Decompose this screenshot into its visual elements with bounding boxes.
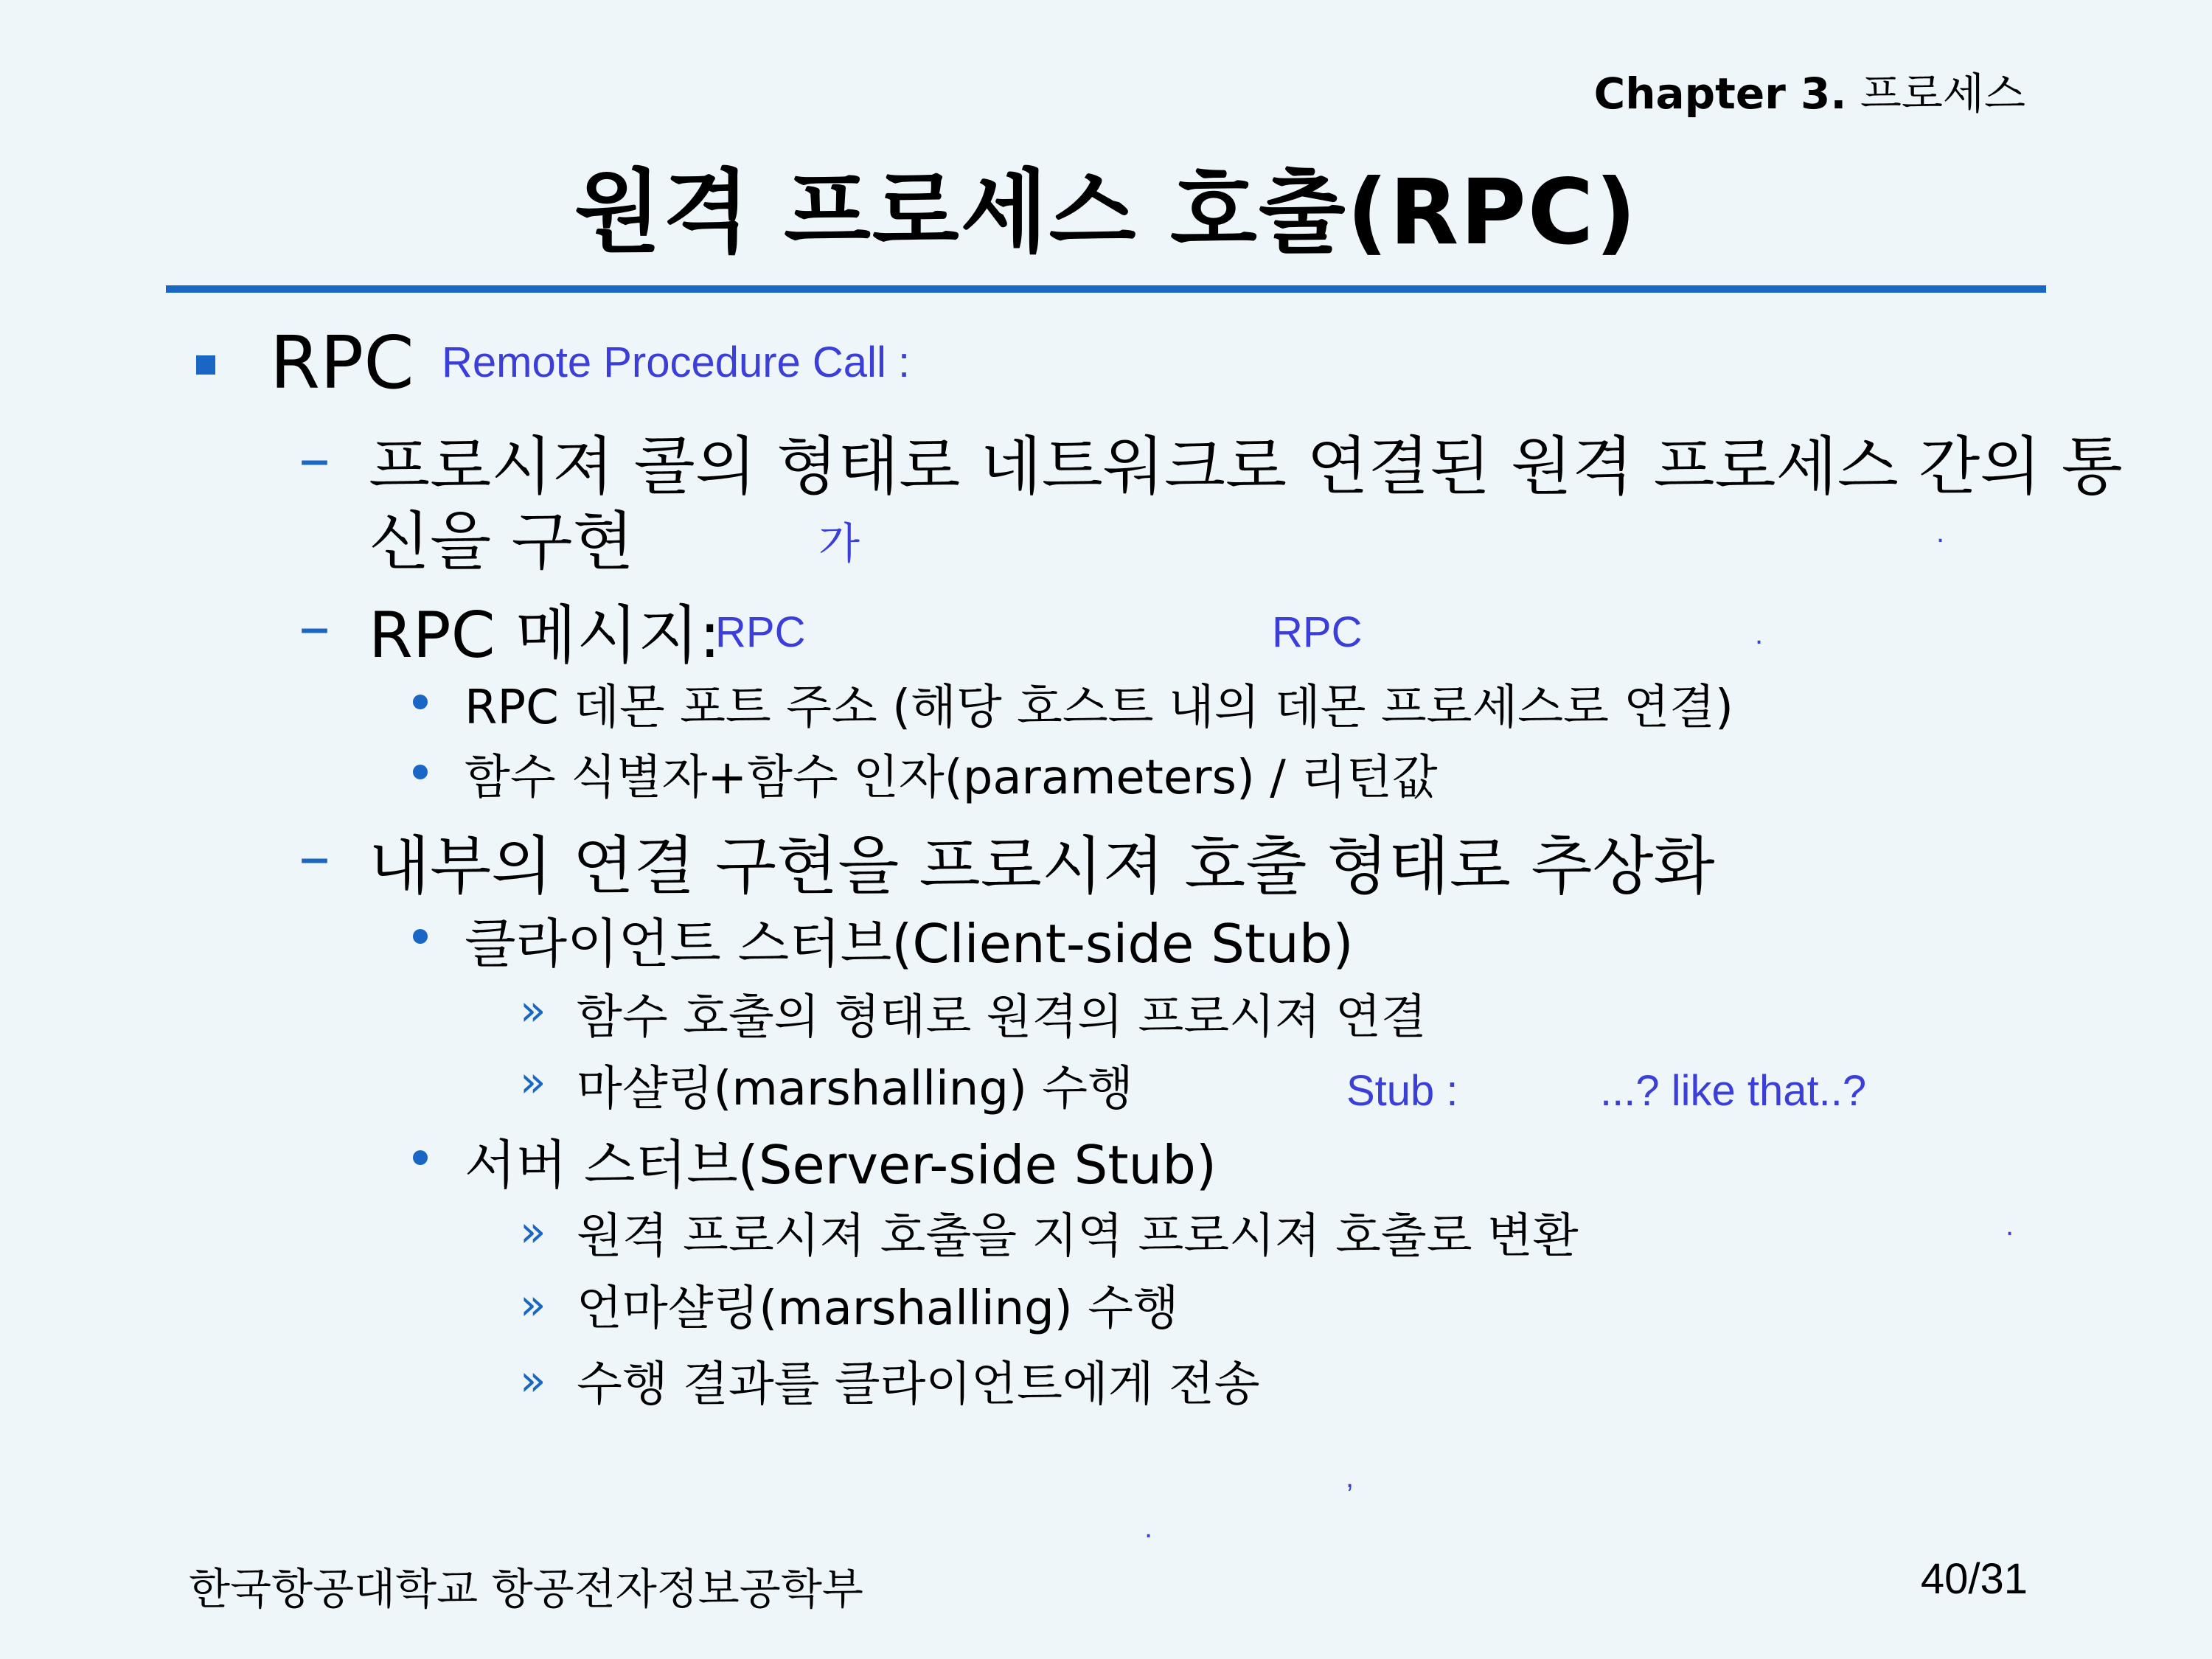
dash-bullet-icon: –: [299, 422, 330, 495]
note-client-a: Stub :: [1346, 1067, 1458, 1115]
stray-dot: .: [1144, 1512, 1153, 1544]
bullet-rpc: RPC: [270, 321, 414, 406]
raquo-bullet-icon: »: [520, 1206, 546, 1256]
bullet-server-s2: 언마샬링(marshalling) 수행: [577, 1281, 1179, 1336]
dot-bullet-icon: [413, 929, 428, 944]
note-d1-b: .: [1936, 516, 1945, 549]
stray-comma: ,: [1346, 1461, 1354, 1494]
bullet-client-s1: 함수 호출의 형태로 원격의 프로시져 연결: [577, 990, 1427, 1045]
title-divider: [166, 285, 2046, 293]
footer-school: 한국항공대학교 항공전자정보공학부: [189, 1564, 863, 1614]
dash-bullet-icon: –: [299, 590, 330, 664]
bullet-client-stub: 클라이언트 스터브(Client-side Stub): [465, 913, 1354, 975]
note-d2-c: .: [1755, 618, 1764, 650]
dot-bullet-icon: [413, 765, 428, 779]
raquo-bullet-icon: »: [520, 985, 546, 1035]
page-number: 40/31: [1920, 1555, 2028, 1603]
note-server: .: [2006, 1209, 2014, 1242]
bullet-server-s1: 원격 프로시져 호출을 지역 프로시져 호출로 변환: [577, 1209, 1579, 1264]
bullet-d3: 내부의 연결 구현을 프로시져 호출 형태로 추상화: [369, 830, 1715, 903]
note-rpc: Remote Procedure Call :: [442, 338, 911, 386]
raquo-bullet-icon: »: [520, 1057, 546, 1107]
chapter-label: Chapter 3. 프로세스: [1593, 69, 2025, 119]
bullet-server-s3: 수행 결과를 클라이언트에게 전송: [577, 1357, 1260, 1412]
raquo-bullet-icon: »: [520, 1355, 546, 1405]
bullet-d1-line1: 프로시져 콜의 형태로 네트워크로 연결된 원격 프로세스 간의 통: [369, 430, 2123, 504]
raquo-bullet-icon: »: [520, 1279, 546, 1329]
dash-bullet-icon: –: [299, 820, 330, 894]
note-d2-b: RPC: [1272, 608, 1363, 656]
note-d1-a: 가: [818, 520, 860, 568]
bullet-client-s2: 마샬링(marshalling) 수행: [577, 1062, 1133, 1116]
bullet-d2-s1: RPC 데몬 포트 주소 (해당 호스트 내의 데몬 프로세스로 연결): [465, 681, 1733, 735]
bullet-d1-line2: 신을 구현: [369, 505, 634, 579]
note-d2-a: RPC: [715, 608, 806, 656]
bullet-server-stub: 서버 스터브(Server-side Stub): [465, 1134, 1217, 1196]
page-title: 원격 프로세스 호출(RPC): [574, 160, 1638, 265]
dot-bullet-icon: [413, 1150, 428, 1165]
note-client-b: ...? like that..?: [1600, 1067, 1867, 1115]
bullet-d2-s2: 함수 식별자+함수 인자(parameters) / 리턴값: [465, 751, 1438, 805]
bullet-d2: RPC 메시지:: [369, 599, 721, 672]
dot-bullet-icon: [413, 695, 428, 709]
square-bullet-icon: [196, 355, 215, 375]
